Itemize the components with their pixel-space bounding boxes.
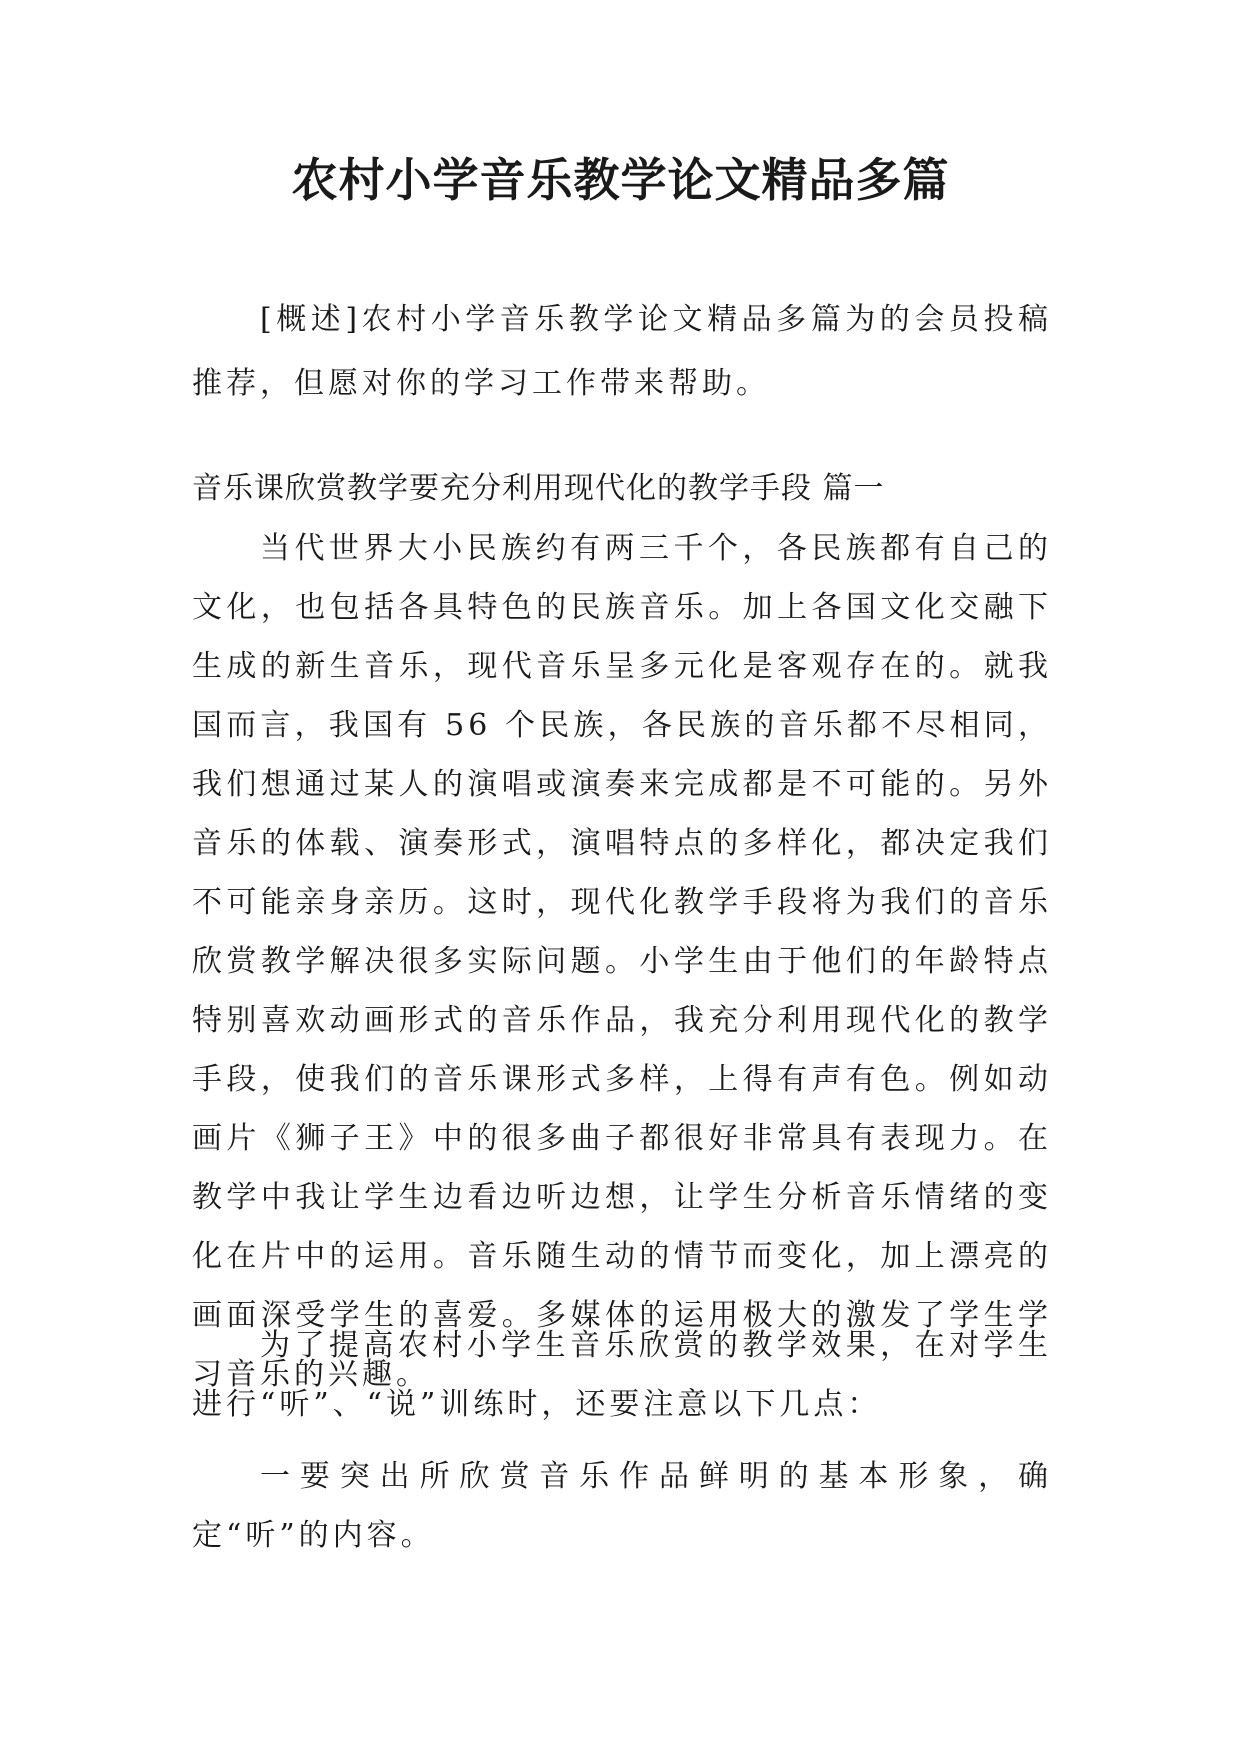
body-paragraph-3: 一要突出所欣赏音乐作品鲜明的基本形象，确定“听”的内容。 (192, 1459, 1052, 1553)
body-paragraph-1: 当代世界大小民族约有两三千个，各民族都有自己的文化，也包括各具特色的民族音乐。加上各国文化交融下生成的新生音乐，现代音乐呈多元化是客观存在的。就我国而言，我国有 56 个民族，各民族的音乐都不尽相同，我们想通过某人的演唱或演奏来完成都是不可能的。另外音乐的体载、演奏形式，演唱特点的多样化，都决定我们不可能亲身亲历。这时，现代化教学手段将为我们的音乐欣赏教学解决很多实际问题。小学生由于他们的年龄特点特别喜欢动画形式的音乐作品，我充分利用现代化的教学手段，使我们的音乐课形式多样，上得有声有色。例如动画片《狮子王》中的很多曲子都很好非常具有表现力。在教学中我让学生边看边听边想，让学生分析音乐情绪的变化在片中的运用。音乐随生动的情节而变化，加上漂亮的画面深受学生的喜爱。多媒体的运用极大的激发了学生学习音乐的兴趣。 (192, 531, 1052, 1392)
abstract-paragraph: [概述]农村小学音乐教学论文精品多篇为的会员投稿推荐，但愿对你的学习工作带来帮助。 (192, 302, 1052, 401)
body-paragraph-2: 为了提高农村小学生音乐欣赏的教学效果，在对学生进行“听”、“说”训练时，还要注意以下几点： (192, 1328, 1052, 1422)
section-heading: 音乐课欣赏教学要充分利用现代化的教学手段 篇一 (192, 471, 885, 506)
document-title: 农村小学音乐教学论文精品多篇 (291, 153, 950, 207)
